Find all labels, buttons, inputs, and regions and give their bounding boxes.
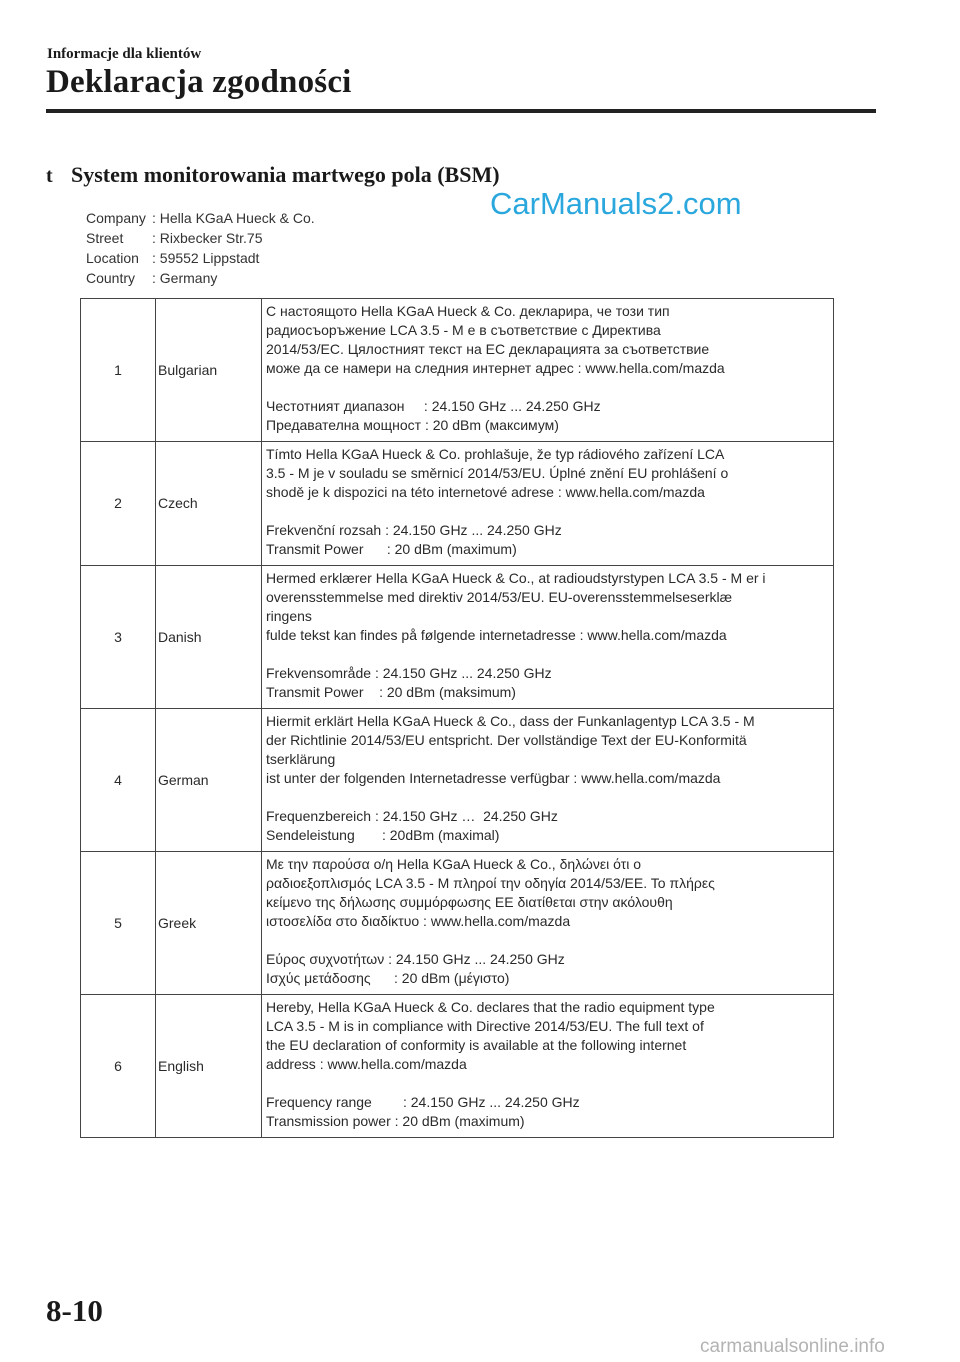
row-number: 3 [81, 566, 156, 709]
spec-value: : 20 dBm (максимум) [424, 417, 559, 433]
declaration-line: Tímto Hella KGaA Hueck & Co. prohlašuje, že typ rádiového zařízení LCA [266, 446, 725, 462]
spec-value: : 20 dBm (maximum) [394, 1113, 525, 1129]
declaration-line: Με την παρούσα ο/η Hella KGaA Hueck & Co., δηλώνει ότι ο [266, 856, 642, 872]
spec-line [266, 540, 825, 559]
spec-key: Εύρος συχνοτήτων [266, 951, 389, 967]
spec-value: : 24.150 GHz ... 24.250 GHz [374, 665, 552, 681]
declaration-line: LCA 3.5 - M is in compliance with Directive 2014/53/EU. The full text of [266, 1018, 704, 1034]
section-bullet-icon: t [46, 165, 53, 187]
declaration-line: ραδιοεξοπλισμός LCA 3.5 - M πληροί την οδηγία 2014/53/ΕΕ. Το πλήρες [266, 875, 715, 891]
watermark-logo: CarManuals2.com [490, 186, 742, 221]
spec-value: : 20 dBm (maksimum) [379, 684, 516, 700]
declaration-line: overensstemmelse med direktiv 2014/53/EU. EU-overensstemmelseserklæ [266, 589, 733, 605]
spec-value: : 24.150 GHz ... 24.250 GHz [385, 522, 562, 538]
company-info-row [86, 208, 315, 228]
table-row [81, 995, 834, 1138]
footer-watermark: carmanualsonline.info [700, 1336, 885, 1357]
company-info [86, 208, 315, 288]
declaration-line: address : www.hella.com/mazda [266, 1056, 467, 1072]
spec-line [266, 826, 825, 845]
spec-key: Transmit Power [266, 541, 387, 557]
declaration-line: Hereby, Hella KGaA Hueck & Co. declares that the radio equipment type [266, 999, 715, 1015]
company-info-value: : Rixbecker Str.75 [152, 230, 263, 246]
row-language: Bulgarian [156, 299, 262, 442]
table-row [81, 442, 834, 566]
declaration-line: 3.5 - M je v souladu se směrnicí 2014/53/EU. Úplné znění EU prohlášení o [266, 465, 729, 481]
spec-key: Sendeleistung [266, 827, 382, 843]
spacer [266, 645, 825, 664]
spec-key: Честотният диапазон [266, 398, 424, 414]
company-info-row [86, 268, 315, 288]
row-language: Greek [156, 852, 262, 995]
title-divider [46, 109, 876, 113]
page-title: Deklaracja zgodności [46, 64, 352, 100]
company-info-value: : Hella KGaA Hueck & Co. [152, 210, 315, 226]
section-heading: System monitorowania martwego pola (BSM) [71, 162, 500, 187]
spec-key: Frequency range [266, 1094, 403, 1110]
spec-line [266, 969, 825, 988]
spec-line [266, 683, 825, 702]
declaration-line: tserklärung [266, 751, 336, 767]
table-row [81, 566, 834, 709]
declaration-line: С настоящото Hella KGaA Hueck & Co. декларира, че този тип [266, 303, 670, 319]
row-number: 4 [81, 709, 156, 852]
company-info-key: Street [86, 230, 124, 246]
row-number: 2 [81, 442, 156, 566]
row-declaration [262, 709, 834, 852]
declaration-line: the EU declaration of conformity is available at the following internet [266, 1037, 687, 1053]
declaration-line: Hiermit erklärt Hella KGaA Hueck & Co., dass der Funkanlagentyp LCA 3.5 - M [266, 713, 755, 729]
spec-line [266, 807, 825, 826]
row-number: 5 [81, 852, 156, 995]
spec-line [266, 397, 825, 416]
spec-value: : 24.150 GHz … 24.250 GHz [374, 808, 558, 824]
spec-key: Frequenzbereich [266, 808, 375, 824]
spec-value: : 24.150 GHz ... 24.250 GHz [388, 951, 565, 967]
company-info-value: : Germany [152, 270, 218, 286]
spec-key: Transmission power [266, 1113, 395, 1129]
row-declaration [262, 442, 834, 566]
row-declaration [262, 299, 834, 442]
company-info-row [86, 228, 315, 248]
row-declaration [262, 852, 834, 995]
page-number: 8-10 [46, 1293, 103, 1328]
row-language: English [156, 995, 262, 1138]
spec-value: : 20dBm (maximal) [381, 827, 500, 843]
row-declaration [262, 995, 834, 1138]
declaration-line: Hermed erklærer Hella KGaA Hueck & Co., at radioudstyrstypen LCA 3.5 - M er i [266, 570, 766, 586]
spec-line [266, 416, 825, 435]
spec-value: : 20 dBm (μέγιστο) [394, 970, 510, 986]
declaration-line: може да се намери на следния интернет адрес : www.hella.com/mazda [266, 360, 725, 376]
spec-key: Frekvenční rozsah [266, 522, 386, 538]
spec-key: Предавателна мощност [266, 417, 425, 433]
declaration-line: ιστοσελίδα στο διαδίκτυο : www.hella.com/mazda [266, 913, 571, 929]
spec-line [266, 950, 825, 969]
declaration-line: 2014/53/ЕС. Цялостният текст на ЕС декларацията за съответствие [266, 341, 710, 357]
spec-value: : 24.150 GHz ... 24.250 GHz [402, 1094, 580, 1110]
spacer [266, 788, 825, 807]
row-declaration [262, 566, 834, 709]
running-header-section: Informacje dla klientów [47, 46, 202, 62]
declaration-line: fulde tekst kan findes på følgende internetadresse : www.hella.com/mazda [266, 627, 727, 643]
spec-line [266, 664, 825, 683]
table-row [81, 852, 834, 995]
declaration-line: ist unter der folgenden Internetadresse verfügbar : www.hella.com/mazda [266, 770, 721, 786]
declaration-table [80, 298, 834, 1138]
row-number: 1 [81, 299, 156, 442]
spacer [266, 1074, 825, 1093]
company-info-value: : 59552 Lippstadt [152, 250, 260, 266]
spec-key: Ισχύς μετάδοσης [266, 970, 394, 986]
spec-key: Transmit Power [266, 684, 380, 700]
declaration-line: ringens [266, 608, 312, 624]
company-info-key: Country [86, 270, 136, 286]
declaration-line: der Richtlinie 2014/53/EU entspricht. Der vollständige Text der EU-Konformitä [266, 732, 747, 748]
spec-value: : 24.150 GHz ... 24.250 GHz [423, 398, 601, 414]
table-row [81, 709, 834, 852]
row-number: 6 [81, 995, 156, 1138]
spec-line [266, 521, 825, 540]
spacer [266, 378, 825, 397]
table-row [81, 299, 834, 442]
row-language: Danish [156, 566, 262, 709]
company-info-key: Company [86, 210, 146, 226]
declaration-line: shodě je k dispozici na této internetové adrese : www.hella.com/mazda [266, 484, 705, 500]
row-language: Czech [156, 442, 262, 566]
spec-line [266, 1112, 825, 1131]
company-info-key: Location [86, 250, 139, 266]
declaration-line: радиосъоръжение LCA 3.5 - M е в съответствие с Директива [266, 322, 661, 338]
spec-key: Frekvensområde [266, 665, 375, 681]
row-language: German [156, 709, 262, 852]
spacer [266, 502, 825, 521]
spacer [266, 931, 825, 950]
declaration-line: κείμενο της δήλωσης συμμόρφωσης ΕΕ διατίθεται στην ακόλουθη [266, 894, 673, 910]
company-info-row [86, 248, 315, 268]
spec-value: : 20 dBm (maximum) [386, 541, 517, 557]
spec-line [266, 1093, 825, 1112]
